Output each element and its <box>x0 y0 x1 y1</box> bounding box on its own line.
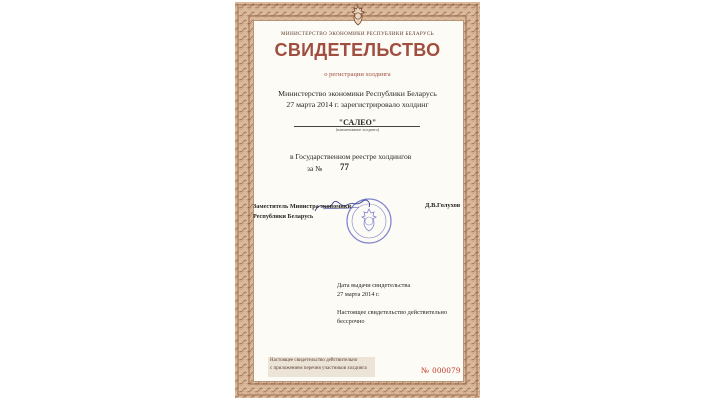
registry-text: в Государственном реестре холдингов <box>290 152 412 161</box>
footnote: Настоящее свидетельство действительно с приложением перечня участников холдинга <box>268 357 375 377</box>
body-text-line-2: 27 марта 2014 г. зарегистрировало холдинг <box>286 100 429 109</box>
signatory-name: Д.В.Голухов <box>425 202 461 209</box>
serial-number: № 000079 <box>421 365 461 375</box>
state-emblem-icon <box>349 5 367 27</box>
issue-date: Дата выдачи свидетельства 27 марта 2014 г. <box>337 282 411 298</box>
company-name: "САЛЕО" <box>338 118 377 127</box>
certificate-page <box>235 2 480 398</box>
registry-number: 77 <box>340 162 349 172</box>
registry-number-label: за № <box>307 164 323 173</box>
company-name-caption: (наименование холдинга) <box>335 127 380 132</box>
body-text-line-1: Министерство экономики Республики Беларусь <box>278 89 437 98</box>
ministry-header: МИНИСТЕРСТВО ЭКОНОМИКИ РЕСПУБЛИКИ БЕЛАРУСЬ <box>281 31 434 37</box>
signatory-title: Заместитель Министра экономики Республики Беларусь <box>253 203 352 220</box>
certificate-title: СВИДЕТЕЛЬСТВО <box>274 40 441 60</box>
certificate-subtitle: о регистрации холдинга <box>324 71 391 78</box>
validity-statement: Настоящее свидетельство действительно бессрочно <box>337 309 447 325</box>
